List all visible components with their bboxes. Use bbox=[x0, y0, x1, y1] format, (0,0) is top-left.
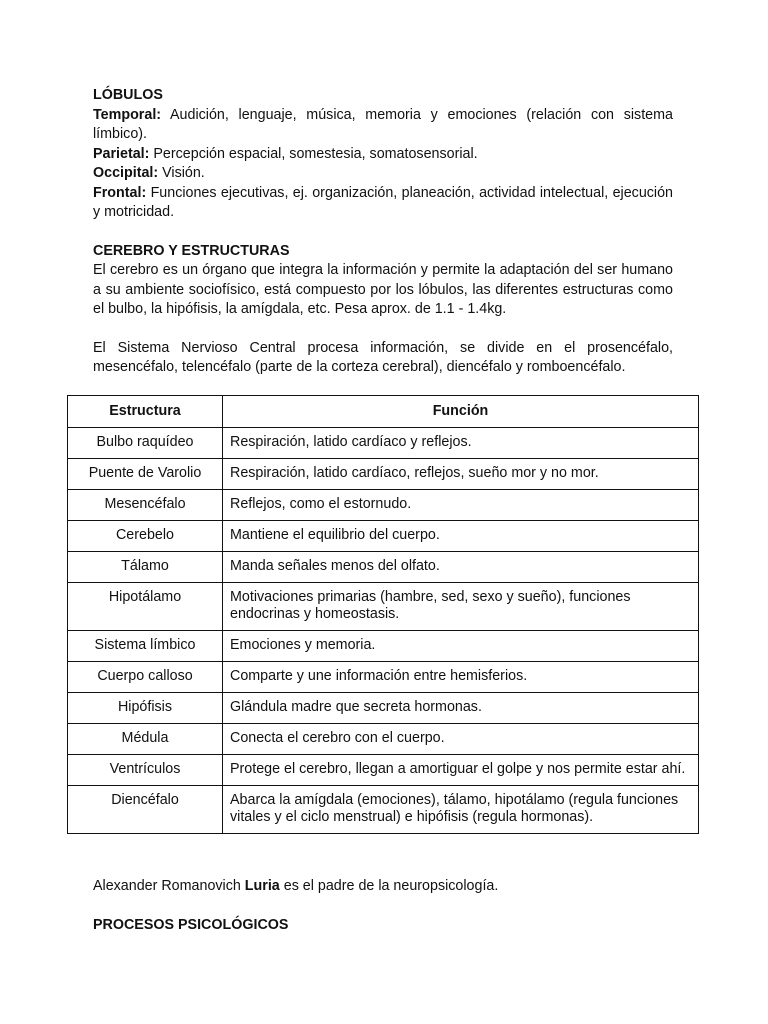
document-body bbox=[93, 86, 673, 378]
estructura-cell: Puente de Varolio bbox=[68, 459, 223, 490]
estructuras-table bbox=[67, 395, 699, 834]
table-row bbox=[68, 552, 699, 583]
table-row bbox=[68, 583, 699, 631]
table-header-row bbox=[68, 396, 699, 428]
lobulo-term: Parietal: bbox=[93, 145, 150, 162]
table-row bbox=[68, 724, 699, 755]
estructura-cell: Diencéfalo bbox=[68, 786, 223, 834]
lobulo-text: Audición, lenguaje, música, memoria y emociones (relación con sistema límbico). bbox=[93, 106, 673, 142]
cerebro-paragraph: El cerebro es un órgano que integra la información y permite la adaptación del ser humano a su ambiente sociofísico, está compuesto por los lóbulos, las diferentes estructuras como el bulbo, la hipófisis, la amígdala, etc. Pesa aprox. de 1.1 - 1.4kg. bbox=[93, 262, 673, 317]
funcion-cell: Emociones y memoria. bbox=[223, 631, 699, 662]
funcion-cell: Protege el cerebro, llegan a amortiguar el golpe y nos permite estar ahí. bbox=[223, 755, 699, 786]
lobulo-occipital bbox=[93, 164, 673, 184]
header-funcion: Función bbox=[223, 396, 699, 428]
funcion-cell: Glándula madre que secreta hormonas. bbox=[223, 693, 699, 724]
luria-pre: Alexander Romanovich bbox=[93, 878, 245, 894]
funcion-cell: Motivaciones primarias (hambre, sed, sexo y sueño), funciones endocrinas y homeostasis. bbox=[223, 583, 699, 631]
funcion-cell: Manda señales menos del olfato. bbox=[223, 552, 699, 583]
procesos-heading: PROCESOS PSICOLÓGICOS bbox=[93, 916, 289, 933]
header-estructura: Estructura bbox=[68, 396, 223, 428]
table-row bbox=[68, 662, 699, 693]
table-row bbox=[68, 693, 699, 724]
luria-paragraph bbox=[93, 877, 673, 897]
lobulo-text: Percepción espacial, somestesia, somatosensorial. bbox=[149, 145, 478, 162]
estructura-cell: Sistema límbico bbox=[68, 631, 223, 662]
table-row bbox=[68, 490, 699, 521]
table-row bbox=[68, 521, 699, 552]
table-row bbox=[68, 755, 699, 786]
lobulo-text: Visión. bbox=[158, 165, 205, 181]
lobulo-temporal bbox=[93, 106, 673, 145]
lobulo-parietal bbox=[93, 145, 673, 165]
funcion-cell: Mantiene el equilibrio del cuerpo. bbox=[223, 521, 699, 552]
lobulo-text: Funciones ejecutivas, ej. organización, planeación, actividad intelectual, ejecución y motricidad. bbox=[93, 184, 673, 220]
luria-name: Luria bbox=[244, 878, 280, 894]
lobulo-frontal bbox=[93, 184, 673, 223]
lobulo-term: Occipital: bbox=[93, 165, 159, 181]
spacer bbox=[93, 320, 673, 339]
table-row bbox=[68, 631, 699, 662]
funcion-cell: Respiración, latido cardíaco y reflejos. bbox=[223, 428, 699, 459]
funcion-cell: Comparte y une información entre hemisferios. bbox=[223, 662, 699, 693]
estructura-cell: Hipófisis bbox=[68, 693, 223, 724]
estructura-cell: Ventrículos bbox=[68, 755, 223, 786]
table-row bbox=[68, 786, 699, 834]
snc-paragraph: El Sistema Nervioso Central procesa información, se divide en el prosencéfalo, mesencéfalo, telencéfalo (parte de la corteza cerebral), diencéfalo y romboencéfalo. bbox=[93, 339, 673, 375]
funcion-cell: Reflejos, como el estornudo. bbox=[223, 490, 699, 521]
estructura-cell: Mesencéfalo bbox=[68, 490, 223, 521]
table-row bbox=[68, 459, 699, 490]
funcion-cell: Conecta el cerebro con el cuerpo. bbox=[223, 724, 699, 755]
table-row bbox=[68, 428, 699, 459]
spacer bbox=[93, 897, 673, 916]
document-footer-section bbox=[93, 877, 673, 935]
funcion-cell: Respiración, latido cardíaco, reflejos, sueño mor y no mor. bbox=[223, 459, 699, 490]
luria-post: es el padre de la neuropsicología. bbox=[279, 878, 499, 894]
cerebro-heading: CEREBRO Y ESTRUCTURAS bbox=[93, 242, 290, 259]
estructura-cell: Bulbo raquídeo bbox=[68, 428, 223, 459]
estructura-cell: Médula bbox=[68, 724, 223, 755]
funcion-cell: Abarca la amígdala (emociones), tálamo, hipotálamo (regula funciones vitales y el ciclo menstrual) e hipófisis (regula hormonas). bbox=[223, 786, 699, 834]
estructura-cell: Cuerpo calloso bbox=[68, 662, 223, 693]
lobulo-term: Frontal: bbox=[93, 184, 147, 201]
spacer bbox=[93, 223, 673, 242]
lobulos-heading: LÓBULOS bbox=[93, 87, 163, 103]
estructura-cell: Hipotálamo bbox=[68, 583, 223, 631]
lobulo-term: Temporal: bbox=[93, 106, 162, 123]
estructura-cell: Tálamo bbox=[68, 552, 223, 583]
estructura-cell: Cerebelo bbox=[68, 521, 223, 552]
